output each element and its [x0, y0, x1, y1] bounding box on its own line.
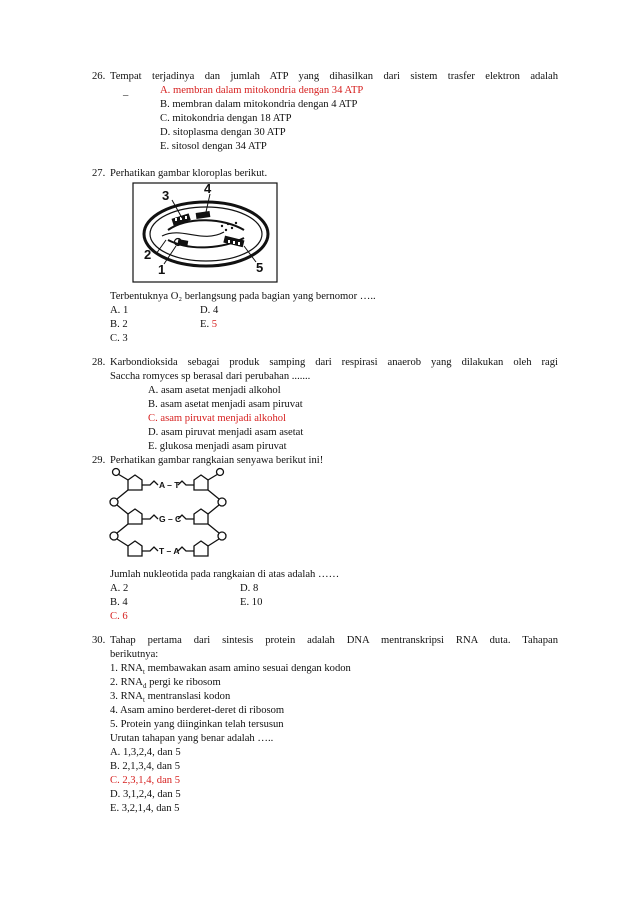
q29-question: Jumlah nukleotida pada rangkaian di atas adalah …… [110, 569, 340, 580]
q27-option-a[interactable]: A. 1 [110, 305, 129, 316]
q28-stem-line2: Saccha romyces sp berasal dari perubahan ....... [110, 371, 311, 382]
figure-label-2: 2 [144, 247, 152, 262]
q27-number: 27. [92, 168, 106, 179]
figure-label-1: 1 [158, 262, 166, 277]
q30-number: 30. [92, 635, 106, 646]
q27-stem: Perhatikan gambar kloroplas berikut. [110, 168, 268, 179]
q27-option-e[interactable] [200, 318, 217, 333]
q30-step-3 [110, 690, 230, 705]
q30-step-5: 5. Protein yang diinginkan telah tersusun [110, 719, 284, 730]
q29-number: 29. [92, 455, 106, 466]
chloroplast-diagram [132, 182, 280, 284]
dna-figure [104, 466, 232, 562]
q29-option-e[interactable]: E. 10 [240, 597, 263, 608]
q30-step-1-pre: 1. RNA [110, 663, 143, 674]
q29-option-b[interactable]: B. 4 [110, 597, 128, 608]
q26-number: 26. [92, 71, 106, 82]
q30-step-2-pre: 2. RNA [110, 677, 143, 688]
q30-step-2 [110, 676, 221, 691]
q30-option-b[interactable]: B. 2,1,3,4, dan 5 [110, 761, 181, 772]
q27-option-d-letter: D. [200, 305, 211, 316]
base-pair-3: T – A [159, 546, 180, 556]
q30-option-c[interactable]: C. 2,3,1,4, dan 5 [110, 775, 181, 786]
q28-option-c[interactable]: C. asam piruvat menjadi alkohol [148, 413, 286, 424]
q26-option-a[interactable]: A. membran dalam mitokondria dengan 34 ATP [160, 85, 364, 96]
q30-step-1-post: membawakan asam amino sesuai dengan kodon [144, 663, 351, 674]
q29-option-c[interactable]: C. 6 [110, 611, 128, 622]
figure-label-5: 5 [256, 260, 264, 275]
q30-step-3-post: mentranslasi kodon [144, 691, 231, 702]
q30-option-e[interactable]: E. 3,2,1,4, dan 5 [110, 803, 180, 814]
figure-label-4: 4 [204, 182, 212, 196]
dna-strand-diagram [104, 466, 232, 562]
q28-number: 28. [92, 357, 106, 368]
figure-label-3: 3 [162, 188, 170, 203]
q27-option-c[interactable]: C. 3 [110, 333, 128, 344]
q30-step-2-post: pergi ke ribosom [146, 677, 221, 688]
q27-option-d[interactable] [200, 304, 218, 319]
q30-option-d[interactable]: D. 3,1,2,4, dan 5 [110, 789, 181, 800]
q30-stem-line2: berikutnya: [110, 649, 159, 660]
q28-option-b[interactable]: B. asam asetat menjadi asam piruvat [148, 399, 303, 410]
q26-stem: Tempat terjadinya dan jumlah ATP yang dihasilkan dari sistem trasfer elektron adalah [110, 71, 558, 82]
q30-step-3-pre: 3. RNA [110, 691, 143, 702]
chloroplast-figure [132, 182, 280, 284]
q30-step-1 [110, 662, 351, 677]
q26-option-b[interactable]: B. membran dalam mitokondria dengan 4 ATP [160, 99, 358, 110]
q29-option-d[interactable]: D. 8 [240, 583, 259, 594]
q26-option-d[interactable]: D. sitoplasma dengan 30 ATP [160, 127, 286, 138]
q30-step-3-sub: t [142, 696, 145, 705]
q28-option-a[interactable]: A. asam asetat menjadi alkohol [148, 385, 281, 396]
q29-stem: Perhatikan gambar rangkaian senyawa berikut ini! [110, 455, 324, 466]
q27-option-e-value: 5 [211, 319, 218, 330]
base-pair-1: A – T [159, 480, 180, 490]
q27-option-d-value: 4 [212, 305, 219, 316]
q30-option-a[interactable]: A. 1,3,2,4, dan 5 [110, 747, 181, 758]
q30-step-4: 4. Asam amino berderet-deret di ribosom [110, 705, 285, 716]
q29-option-a[interactable]: A. 2 [110, 583, 129, 594]
q28-stem-line1: Karbondioksida sebagai produk samping dari respirasi anaerob yang dilakukan oleh ragi [110, 357, 558, 368]
q27-question: Terbentuknya O₂ berlangsung pada bagian yang bernomor ….. [110, 291, 376, 302]
q28-option-d[interactable]: D. asam piruvat menjadi asam asetat [148, 427, 304, 438]
q30-step-1-sub: t [142, 668, 145, 677]
q30-order-question: Urutan tahapan yang benar adalah ….. [110, 733, 274, 744]
q26-dash: _ [123, 86, 129, 97]
q30-stem-line1: Tahap pertama dari sintesis protein adalah DNA mentranskripsi RNA duta. Tahapan [110, 635, 558, 646]
q28-option-e[interactable]: E. glukosa menjadi asam piruvat [148, 441, 287, 452]
base-pair-2: G – C [159, 514, 182, 524]
q30-step-2-sub: d [142, 682, 147, 691]
q26-option-c[interactable]: C. mitokondria dengan 18 ATP [160, 113, 292, 124]
q26-option-e[interactable]: E. sitosol dengan 34 ATP [160, 141, 267, 152]
q27-option-b[interactable]: B. 2 [110, 319, 128, 330]
q27-option-e-letter: E. [200, 319, 210, 330]
